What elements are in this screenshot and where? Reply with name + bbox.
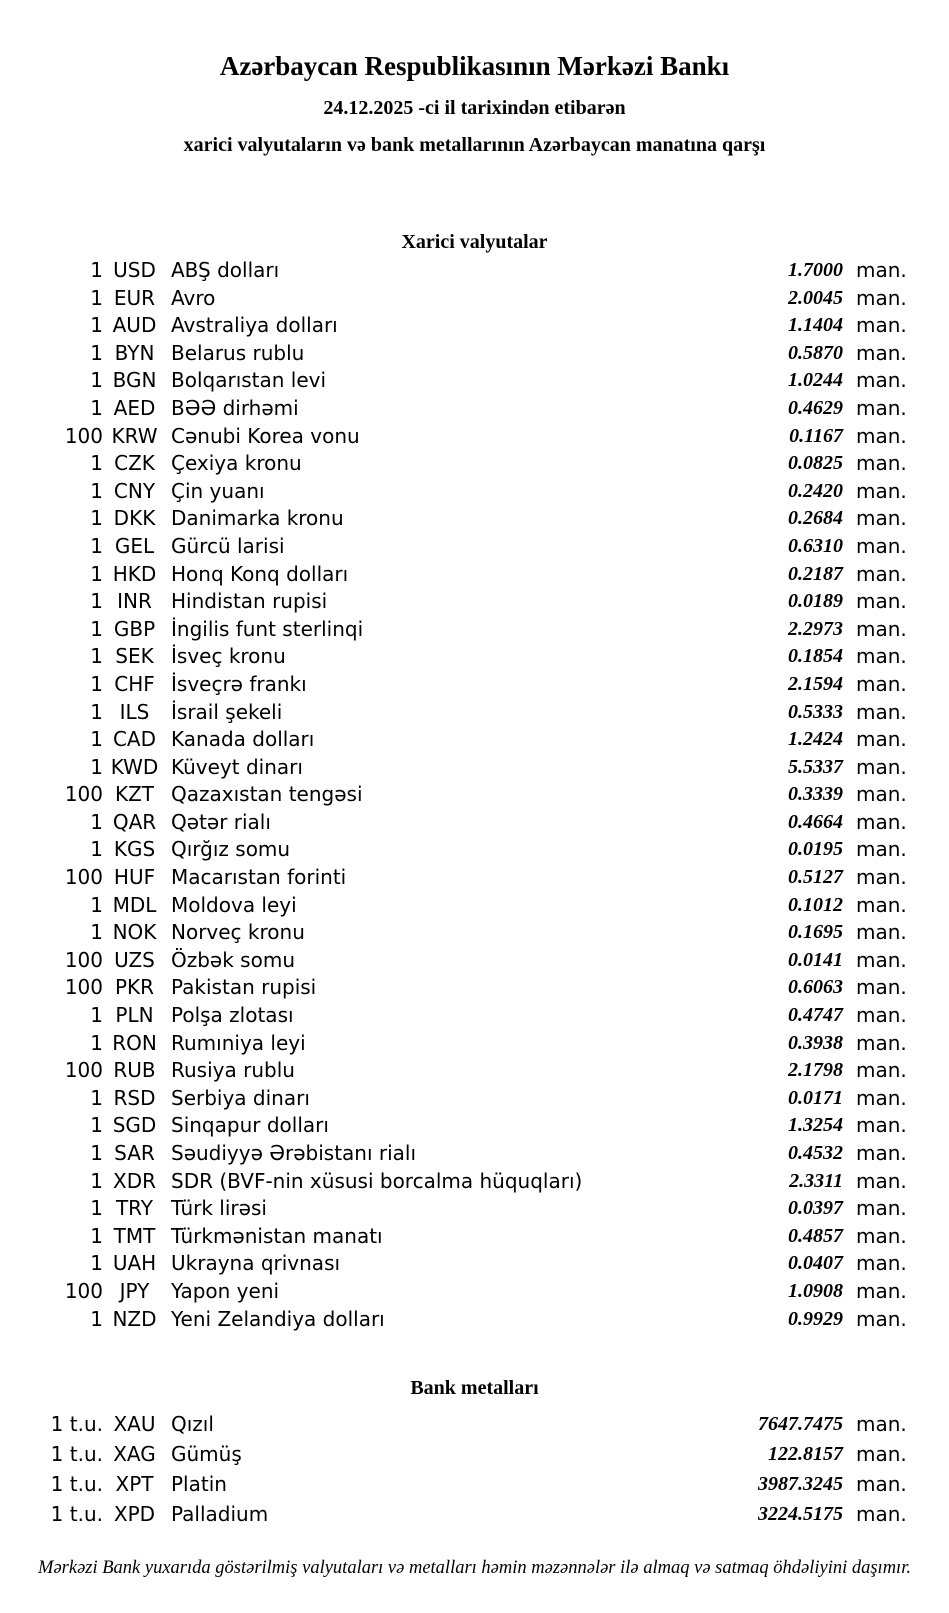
unit-suffix-cell: man.: [856, 1003, 907, 1028]
quantity-cell: 1: [90, 313, 103, 338]
unit-suffix-cell: man.: [856, 644, 907, 669]
unit-suffix-cell: man.: [856, 395, 907, 420]
currency-code-cell: CNY: [113, 478, 156, 503]
quantity-cell: 100: [64, 865, 103, 890]
unit-suffix-cell: man.: [856, 1223, 907, 1248]
rate-value-cell: 0.0407: [788, 1252, 843, 1275]
quantity-cell: 1: [90, 809, 103, 834]
quantity-cell: 1: [90, 892, 103, 917]
currency-rate-row: [0, 423, 949, 451]
currency-rate-row: [0, 1002, 949, 1030]
quantity-cell: 1: [90, 644, 103, 669]
rate-value-cell: 0.0171: [788, 1086, 843, 1109]
quantity-cell: 100: [64, 1058, 103, 1083]
disclaimer: Mərkəzi Bank yuxarıda göstərilmiş valyutaları və metalları həmin məzənnələr ilə almaq və satmaq öhdəliyini daşımır.: [38, 1558, 911, 1579]
rate-value-cell: 1.3254: [788, 1114, 843, 1137]
currency-name-cell: Çexiya kronu: [171, 451, 302, 476]
unit-suffix-cell: man.: [856, 1113, 907, 1138]
metal-rate-row: [0, 1409, 949, 1439]
rate-value-cell: 0.5870: [788, 341, 843, 364]
currency-rates-table: [0, 257, 949, 1333]
currency-name-cell: SDR (BVF-nin xüsusi borcalma hüquqları): [171, 1168, 583, 1193]
unit-suffix-cell: man.: [856, 671, 907, 696]
rate-value-cell: 2.3311: [789, 1169, 843, 1192]
currency-code-cell: RSD: [113, 1085, 156, 1110]
currency-code-cell: HUF: [113, 865, 156, 890]
currency-rate-row: [0, 478, 949, 506]
metal-name-cell: Gümüş: [171, 1442, 242, 1467]
currency-rate-row: [0, 312, 949, 340]
unit-suffix-cell: man.: [856, 1085, 907, 1110]
metal-code-cell: XPD: [113, 1502, 156, 1527]
unit-suffix-cell: man.: [856, 865, 907, 890]
currency-code-cell: INR: [117, 589, 152, 614]
rate-value-cell: 0.1695: [788, 921, 843, 944]
currency-rate-row: [0, 919, 949, 947]
rate-value-cell: 2.1594: [788, 672, 843, 695]
unit-suffix-cell: man.: [856, 947, 907, 972]
unit-suffix-cell: man.: [856, 285, 907, 310]
unit-suffix-cell: man.: [856, 533, 907, 558]
rate-value-cell: 0.5127: [788, 866, 843, 889]
metal-code-cell: XAU: [113, 1412, 156, 1437]
rate-value-cell: 0.5333: [788, 700, 843, 723]
currency-code-cell: RON: [112, 1030, 157, 1055]
quantity-cell: 1: [90, 920, 103, 945]
currency-name-cell: Hindistan rupisi: [171, 589, 328, 614]
rate-value-cell: 1.1404: [788, 314, 843, 337]
currency-code-cell: CAD: [112, 727, 157, 752]
rate-value-cell: 0.0189: [788, 590, 843, 613]
currency-name-cell: Qətər rialı: [171, 809, 271, 834]
metal-name-cell: Palladium: [171, 1502, 269, 1527]
unit-suffix-cell: man.: [856, 754, 907, 779]
metal-rate-row: [0, 1469, 949, 1499]
currency-name-cell: Macarıstan forinti: [171, 865, 347, 890]
rate-value-cell: 1.2424: [788, 728, 843, 751]
quantity-cell: 100: [64, 782, 103, 807]
quantity-cell: 1: [90, 1030, 103, 1055]
currency-code-cell: KZT: [114, 782, 155, 807]
currency-name-cell: Türk lirəsi: [171, 1196, 267, 1221]
rate-value-cell: 0.4747: [788, 1004, 843, 1027]
unit-suffix-cell: man.: [856, 920, 907, 945]
metal-rate-row: [0, 1499, 949, 1529]
currency-rate-row: [0, 1250, 949, 1278]
rate-value-cell: 0.4629: [788, 396, 843, 419]
rate-value-cell: 0.6310: [788, 534, 843, 557]
metal-name-cell: Qızıl: [171, 1412, 214, 1437]
quantity-cell: 1: [90, 258, 103, 282]
rate-value-cell: 0.2420: [788, 479, 843, 502]
currency-code-cell: AED: [113, 395, 156, 420]
rate-value-cell: 2.1798: [788, 1059, 843, 1082]
rate-value-cell: 0.3938: [788, 1031, 843, 1054]
rate-value-cell: 2.0045: [788, 286, 843, 309]
currency-name-cell: Belarus rublu: [171, 340, 305, 365]
quantity-cell: 1: [90, 478, 103, 503]
quantity-cell: 1: [90, 451, 103, 476]
unit-suffix-cell: man.: [856, 451, 907, 476]
metal-rates-table: [0, 1409, 949, 1529]
unit-suffix-cell: man.: [856, 837, 907, 862]
metals-section-title: Bank metalları: [410, 1377, 539, 1400]
currency-code-cell: RUB: [113, 1058, 156, 1083]
quantity-cell: 1: [90, 561, 103, 586]
rate-value-cell: 1.7000: [788, 259, 843, 281]
currency-rate-row: [0, 1057, 949, 1085]
currency-rate-row: [0, 340, 949, 368]
unit-suffix-cell: man.: [856, 561, 907, 586]
rate-value-cell: 0.1012: [788, 893, 843, 916]
currency-code-cell: XDR: [113, 1168, 156, 1193]
rate-value-cell: 3987.3245: [758, 1473, 843, 1496]
currency-name-cell: Qırğız somu: [171, 837, 291, 862]
currency-name-cell: Sinqapur dolları: [171, 1113, 329, 1138]
unit-suffix-cell: man.: [856, 699, 907, 724]
currency-name-cell: Çin yuanı: [171, 478, 265, 503]
currency-rate-row: [0, 1112, 949, 1140]
currency-name-cell: Avstraliya dolları: [171, 313, 338, 338]
metal-code-cell: XPT: [115, 1472, 154, 1497]
quantity-cell: 1: [90, 1168, 103, 1193]
quantity-cell: 1: [90, 837, 103, 862]
currency-code-cell: ILS: [119, 699, 150, 724]
currency-code-cell: SAR: [114, 1141, 155, 1165]
rate-value-cell: 0.0195: [788, 838, 843, 861]
quantity-cell: 1: [90, 589, 103, 614]
currency-code-cell: PLN: [115, 1003, 154, 1028]
unit-suffix-cell: man.: [856, 1251, 907, 1276]
quantity-cell: 1: [90, 395, 103, 420]
currency-name-cell: Polşa zlotası: [171, 1003, 294, 1028]
currency-code-cell: PKR: [114, 975, 155, 1000]
unit-suffix-cell: man.: [856, 340, 907, 365]
quantity-cell: 1 t.u.: [50, 1412, 103, 1437]
currency-code-cell: KRW: [111, 423, 158, 448]
currencies-section-title: Xarici valyutalar: [401, 231, 548, 253]
currency-rate-row: [0, 1085, 949, 1113]
rate-value-cell: 0.4857: [788, 1224, 843, 1247]
effective-date: 24.12.2025 -ci il tarixindən etibarən: [323, 97, 626, 119]
currency-name-cell: Gürcü larisi: [171, 533, 285, 558]
currency-name-cell: Danimarka kronu: [171, 506, 344, 531]
currency-rate-row: [0, 809, 949, 837]
quantity-cell: 1: [90, 368, 103, 393]
currency-code-cell: AUD: [112, 313, 157, 338]
rate-value-cell: 0.0141: [788, 948, 843, 971]
currency-name-cell: ABŞ dolları: [171, 258, 280, 282]
currency-code-cell: BGN: [112, 368, 157, 393]
rate-value-cell: 0.0825: [788, 452, 843, 475]
currency-name-cell: İsrail şekeli: [171, 699, 283, 724]
currency-code-cell: UAH: [112, 1251, 157, 1276]
currency-code-cell: MDL: [112, 892, 157, 917]
currency-name-cell: Moldova leyi: [171, 892, 297, 917]
currency-name-cell: Yeni Zelandiya dolları: [171, 1306, 385, 1331]
rate-value-cell: 1.0244: [788, 369, 843, 392]
currency-rate-row: [0, 367, 949, 395]
currency-name-cell: Rumıniya leyi: [171, 1030, 306, 1055]
currency-rate-row: [0, 533, 949, 561]
currency-name-cell: Pakistan rupisi: [171, 975, 317, 1000]
quantity-cell: 1: [90, 1003, 103, 1028]
currency-rate-row: [0, 892, 949, 920]
unit-suffix-cell: man.: [856, 1030, 907, 1055]
quantity-cell: 1: [90, 1085, 103, 1110]
currency-rate-row: [0, 561, 949, 589]
currency-name-cell: Özbək somu: [171, 947, 295, 972]
currency-code-cell: BYN: [114, 340, 155, 365]
unit-suffix-cell: man.: [856, 478, 907, 503]
currency-name-cell: Rusiya rublu: [171, 1058, 295, 1083]
quantity-cell: 100: [64, 423, 103, 448]
currency-code-cell: JPY: [119, 1278, 150, 1303]
currency-code-cell: CZK: [114, 451, 155, 476]
currency-code-cell: CHF: [114, 671, 155, 696]
rate-value-cell: 1.0908: [788, 1279, 843, 1302]
currency-name-cell: Honq Konq dolları: [171, 561, 349, 586]
bank-title: Azərbaycan Respublikasının Mərkəzi Bankı: [219, 51, 730, 81]
currency-name-cell: Qazaxıstan tengəsi: [171, 782, 363, 807]
currency-rate-row: [0, 588, 949, 616]
unit-suffix-cell: man.: [856, 1502, 907, 1527]
quantity-cell: 1 t.u.: [50, 1502, 103, 1527]
rate-value-cell: 0.4664: [788, 810, 843, 833]
currency-code-cell: TMT: [113, 1223, 156, 1248]
currency-name-cell: Kanada dolları: [171, 727, 315, 752]
unit-suffix-cell: man.: [856, 313, 907, 338]
unit-suffix-cell: man.: [856, 589, 907, 614]
currency-name-cell: Serbiya dinarı: [171, 1085, 310, 1110]
unit-suffix-cell: man.: [856, 782, 907, 807]
currency-name-cell: Cənubi Korea vonu: [171, 423, 360, 448]
currency-rate-row: [0, 1306, 949, 1334]
quantity-cell: 1: [90, 1223, 103, 1248]
currency-code-cell: SEK: [115, 644, 154, 669]
currency-rate-row: [0, 643, 949, 671]
currency-code-cell: DKK: [113, 506, 156, 531]
unit-suffix-cell: man.: [856, 1472, 907, 1497]
currency-rate-row: [0, 864, 949, 892]
currency-rate-row: [0, 1278, 949, 1306]
currency-name-cell: Bolqarıstan levi: [171, 368, 327, 393]
unit-suffix-cell: man.: [856, 1306, 907, 1331]
quantity-cell: 1: [90, 1196, 103, 1221]
unit-suffix-cell: man.: [856, 809, 907, 834]
quantity-cell: 100: [64, 1278, 103, 1303]
rate-value-cell: 0.0397: [788, 1197, 843, 1220]
rate-value-cell: 3224.5175: [758, 1503, 843, 1526]
quantity-cell: 1: [90, 616, 103, 641]
currency-rate-row: [0, 726, 949, 754]
quantity-cell: 1: [90, 727, 103, 752]
currency-name-cell: Küveyt dinarı: [171, 754, 303, 779]
rate-value-cell: 0.1854: [788, 645, 843, 668]
currency-rate-row: [0, 754, 949, 782]
unit-suffix-cell: man.: [856, 368, 907, 393]
currency-name-cell: Səudiyyə Ərəbistanı rialı: [171, 1141, 417, 1165]
unit-suffix-cell: man.: [856, 423, 907, 448]
currency-rate-row: [0, 836, 949, 864]
quantity-cell: 1: [90, 754, 103, 779]
currency-code-cell: GEL: [114, 533, 155, 558]
currency-code-cell: KGS: [113, 837, 156, 862]
currency-rate-row: [0, 671, 949, 699]
bulletin-header: [0, 0, 949, 157]
currency-rate-row: [0, 285, 949, 313]
unit-suffix-cell: man.: [856, 1058, 907, 1083]
quantity-cell: 1: [90, 1141, 103, 1165]
currency-name-cell: İsveç kronu: [171, 644, 286, 669]
quantity-cell: 1: [90, 1113, 103, 1138]
rate-value-cell: 5.5337: [788, 755, 843, 778]
unit-suffix-cell: man.: [856, 1196, 907, 1221]
currency-code-cell: TRY: [115, 1196, 154, 1221]
unit-suffix-cell: man.: [856, 1442, 907, 1467]
rate-value-cell: 0.2684: [788, 507, 843, 530]
bulletin-subtitle: xarici valyutaların və bank metallarının Azərbaycan manatına qarşı: [183, 134, 766, 156]
currency-code-cell: EUR: [113, 285, 156, 310]
unit-suffix-cell: man.: [856, 892, 907, 917]
currency-rate-row: [0, 395, 949, 423]
rate-value-cell: 2.2973: [788, 617, 843, 640]
currency-name-cell: İsveçrə frankı: [171, 671, 307, 696]
quantity-cell: 1 t.u.: [50, 1442, 103, 1467]
quantity-cell: 100: [64, 947, 103, 972]
unit-suffix-cell: man.: [856, 727, 907, 752]
rate-value-cell: 122.8157: [768, 1443, 843, 1466]
currency-rate-row: [0, 1140, 949, 1168]
rate-value-cell: 7647.7475: [758, 1413, 843, 1436]
unit-suffix-cell: man.: [856, 975, 907, 1000]
rate-value-cell: 0.9929: [788, 1307, 843, 1330]
currency-name-cell: Ukrayna qrivnası: [171, 1251, 341, 1276]
currency-name-cell: Norveç kronu: [171, 920, 305, 945]
currency-name-cell: İngilis funt sterlinqi: [171, 616, 364, 641]
quantity-cell: 1: [90, 340, 103, 365]
quantity-cell: 1: [90, 1251, 103, 1276]
currency-name-cell: Türkmənistan manatı: [171, 1223, 383, 1248]
currency-rate-row: [0, 616, 949, 644]
rate-value-cell: 0.1167: [789, 424, 843, 447]
unit-suffix-cell: man.: [856, 616, 907, 641]
currency-name-cell: BƏƏ dirhəmi: [171, 395, 299, 420]
rate-value-cell: 0.3339: [788, 783, 843, 806]
currency-code-cell: UZS: [114, 947, 155, 972]
unit-suffix-cell: man.: [856, 506, 907, 531]
currency-rate-row: [0, 505, 949, 533]
unit-suffix-cell: man.: [856, 1168, 907, 1193]
unit-suffix-cell: man.: [856, 258, 907, 282]
currency-code-cell: NZD: [112, 1306, 157, 1331]
currency-name-cell: Yapon yeni: [171, 1278, 280, 1303]
currency-code-cell: HKD: [112, 561, 157, 586]
currency-rate-row: [0, 947, 949, 975]
quantity-cell: 1: [90, 699, 103, 724]
currency-code-cell: USD: [113, 258, 156, 282]
currency-code-cell: NOK: [112, 920, 157, 945]
quantity-cell: 1: [90, 285, 103, 310]
currency-code-cell: SGD: [112, 1113, 157, 1138]
currency-rate-row: [0, 1195, 949, 1223]
currency-name-cell: Avro: [171, 285, 216, 310]
quantity-cell: 1: [90, 671, 103, 696]
quantity-cell: 1: [90, 506, 103, 531]
currency-rate-row: [0, 257, 949, 285]
rate-value-cell: 0.2187: [788, 562, 843, 585]
unit-suffix-cell: man.: [856, 1278, 907, 1303]
currency-rate-row: [0, 1168, 949, 1196]
currency-code-cell: QAR: [112, 809, 157, 834]
currency-rate-row: [0, 450, 949, 478]
rate-value-cell: 0.6063: [788, 976, 843, 999]
metal-code-cell: XAG: [113, 1442, 156, 1467]
rate-value-cell: 0.4532: [788, 1142, 843, 1164]
unit-suffix-cell: man.: [856, 1141, 907, 1165]
quantity-cell: 100: [64, 975, 103, 1000]
unit-suffix-cell: man.: [856, 1412, 907, 1437]
quantity-cell: 1 t.u.: [50, 1472, 103, 1497]
currency-code-cell: GBP: [113, 616, 156, 641]
currency-rate-row: [0, 1030, 949, 1058]
currency-rate-row: [0, 1223, 949, 1251]
currency-rate-row: [0, 699, 949, 727]
metal-name-cell: Platin: [171, 1472, 227, 1497]
quantity-cell: 1: [90, 1306, 103, 1331]
currency-rate-row: [0, 974, 949, 1002]
metal-rate-row: [0, 1439, 949, 1469]
currency-code-cell: KWD: [110, 754, 159, 779]
quantity-cell: 1: [90, 533, 103, 558]
currency-rate-row: [0, 781, 949, 809]
